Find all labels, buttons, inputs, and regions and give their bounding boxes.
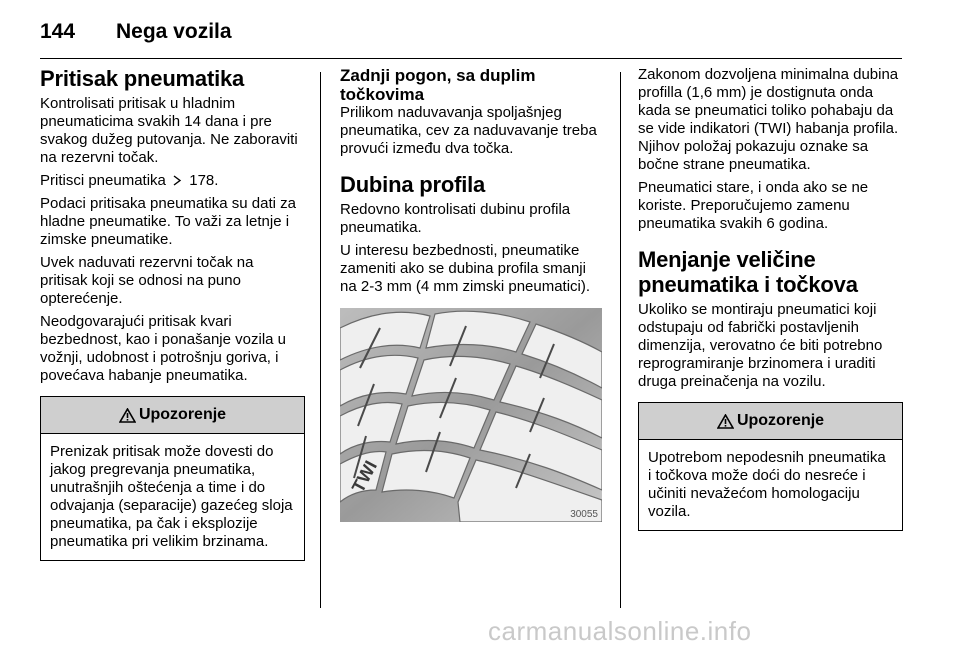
warning-text: Upotrebom nepodesnih pneumatika i točkova može doći do nesreće i učiniti nevažećom homologaciju vozila. <box>648 449 886 520</box>
paragraph: Podaci pritisaka pneumatika su dati za hladne pneumatike. To važi za letnje i zimske pneumatike. <box>40 195 296 248</box>
warning-header <box>639 403 902 440</box>
page-number: 144 <box>40 20 76 43</box>
column-divider <box>320 72 321 608</box>
page-reference-arrow-icon <box>173 175 182 186</box>
tire-tread-image <box>340 308 602 522</box>
warning-triangle-icon <box>119 408 136 423</box>
warning-box <box>638 402 903 531</box>
warning-title: Upozorenje <box>736 412 825 429</box>
warning-triangle-icon <box>717 414 734 429</box>
page-title: Nega vozila <box>116 20 232 43</box>
warning-body <box>41 434 304 560</box>
paragraph: Pneumatici stare, i onda ako se ne koriste. Preporučujemo zamenu pneumatika svakih 6 godina. <box>638 179 869 232</box>
warning-header <box>41 397 304 434</box>
section-heading-tire-size-change: Menjanje veličine pneumatika i točkova <box>638 247 858 297</box>
column-divider <box>620 72 621 608</box>
cross-reference-page[interactable]: 178. <box>189 172 219 189</box>
twi-label: TWI <box>347 457 382 496</box>
paragraph: Redovno kontrolisati dubinu profila pneumatika. <box>340 201 571 236</box>
warning-text: Prenizak pritisak može dovesti do jakog pregrevanja pneumatika, unutrašnjih oštećenja a time i do odvajanja (separacije) gazećeg sloja pneumatika, pa čak i eksplozije pneumatika pri velikim brzinama. <box>50 443 293 550</box>
paragraph: Uvek naduvati rezervni točak na pritisak koji se odnosi na puno opterećenje. <box>40 254 254 307</box>
subsection-heading-dual-wheels: Zadnji pogon, sa duplim točkovima <box>340 66 536 104</box>
paragraph: Zakonom dozvoljena minimalna dubina profilla (1,6 mm) je dostignuta onda kada se pneumatici toliko pohabaju da se vide indikatori (TWI) habanja profila. Njihov položaj pokazuju oznake sa bočne strane pneumatika. <box>638 66 899 173</box>
watermark: carmanualsonline.info <box>488 616 752 646</box>
paragraph: U interesu bezbednosti, pneumatike zameniti ako se dubina profila smanji na 2-3 mm (4 mm zimski pneumatici). <box>340 242 591 295</box>
paragraph: Ukoliko se montiraju pneumatici koji odstupaju od fabrički postavljenih dimenzija, verovatno će biti potrebno reprogramiranje brzinomera i uraditi druga preinačenja na vozilu. <box>638 301 883 390</box>
paragraph: Kontrolisati pritisak u hladnim pneumaticima svakih 14 dana i pre svakog dužeg putovanja. Ne zaboraviti na rezervni točak. <box>40 95 298 166</box>
paragraph: Prilikom naduvavanja spoljašnjeg pneumatika, cev za naduvavanje treba provući između dva točka. <box>340 104 597 157</box>
tire-tread-illustration <box>340 308 602 522</box>
section-heading-tire-pressure: Pritisak pneumatika <box>40 66 245 91</box>
warning-box <box>40 396 305 561</box>
column-3 <box>638 66 903 531</box>
page-header <box>40 14 902 54</box>
column-2 <box>340 66 605 522</box>
header-divider <box>40 58 902 59</box>
column-1 <box>40 66 305 561</box>
cross-reference-text: Pritisci pneumatika <box>40 172 166 189</box>
paragraph: Neodgovarajući pritisak kvari bezbednost, kao i ponašanje vozila u vožnji, udobnost i potrošnju goriva, i povećava habanje pneumatika. <box>40 313 287 384</box>
section-heading-tread-depth: Dubina profila <box>340 172 486 197</box>
warning-title: Upozorenje <box>138 406 227 423</box>
paragraph-cross-reference <box>40 172 305 190</box>
image-code: 30055 <box>570 509 598 520</box>
warning-body <box>639 440 902 530</box>
